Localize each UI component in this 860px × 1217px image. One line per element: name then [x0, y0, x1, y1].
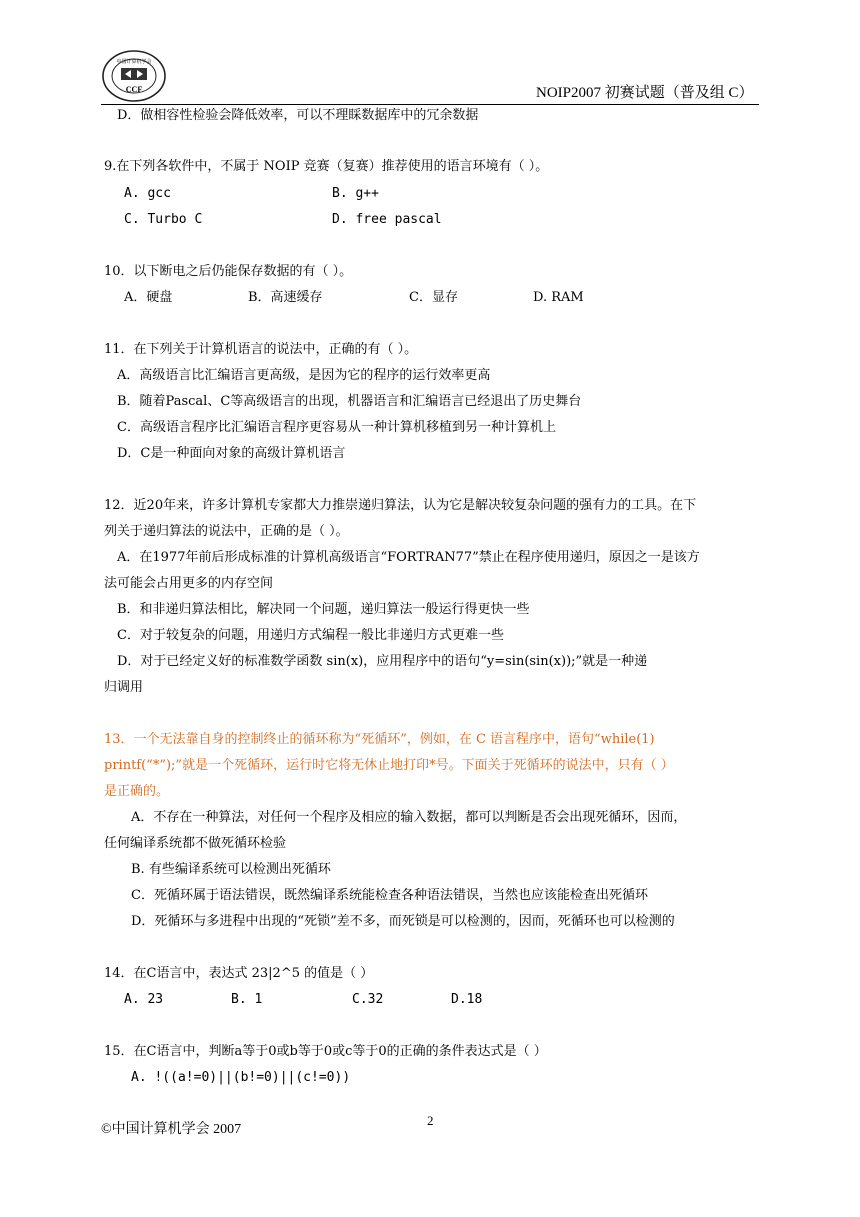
- text-line: D．死循环与多进程中出现的“死锁”差不多，而死锁是可以检测的，因而，死循环也可以检测的: [131, 914, 675, 929]
- text-line: D. free pascal: [332, 212, 442, 227]
- text-line: printf(“*”);”就是一个死循环，运行时它将无休止地打印*号。下面关于死循环的说法中，只有（ ）: [104, 758, 674, 773]
- text-line: 14．在C语言中，表达式 23|2^5 的值是（ ）: [104, 966, 374, 981]
- text-line: B．高速缓存: [248, 290, 323, 305]
- text-line: C.32: [352, 992, 384, 1007]
- text-line: 13．一个无法靠自身的控制终止的循环称为“死循环”，例如，在 C 语言程序中，语句“while(1): [104, 732, 655, 747]
- text-line: D．对于已经定义好的标准数学函数 sin(x)，应用程序中的语句“y=sin(sin(x));”就是一种递: [117, 654, 648, 669]
- text-line: A．硬盘: [124, 290, 173, 305]
- text-line: A．不存在一种算法，对任何一个程序及相应的输入数据，都可以判断是否会出现死循环，因而，: [131, 810, 687, 825]
- text-line: A. gcc: [124, 186, 171, 201]
- text-line: A. 23: [124, 992, 164, 1007]
- text-line: D.18: [451, 992, 483, 1007]
- text-line: 9.在下列各软件中，不属于 NOIP 竞赛（复赛）推荐使用的语言环境有（ ）。: [104, 159, 549, 174]
- text-line: 列关于递归算法的说法中，正确的是（ ）。: [104, 524, 349, 539]
- page-header-title: NOIP2007 初赛试题（普及组 C）: [536, 85, 754, 101]
- text-line: A．高级语言比汇编语言更高级，是因为它的程序的运行效率更高: [117, 368, 491, 383]
- text-line: A. !((a!=0)||(b!=0)||(c!=0)): [131, 1070, 351, 1085]
- text-line: C．对于较复杂的问题，用递归方式编程一般比非递归方式更难一些: [117, 628, 504, 643]
- text-line: B．随着Pascal、C等高级语言的出现，机器语言和汇编语言已经退出了历史舞台: [117, 394, 582, 409]
- page-number: 2: [427, 1113, 434, 1128]
- text-line: 任何编译系统都不做死循环检验: [104, 836, 287, 851]
- text-line: B．和非递归算法相比，解决同一个问题，递归算法一般运行得更快一些: [117, 602, 530, 617]
- text-line: 是正确的。: [104, 784, 170, 799]
- logo-letters: CCF: [125, 85, 143, 94]
- text-line: C．显存: [409, 290, 458, 305]
- text-line: C．高级语言程序比汇编语言程序更容易从一种计算机移植到另一种计算机上: [117, 420, 556, 435]
- header-rule: [101, 104, 759, 105]
- text-line: B. g++: [332, 186, 379, 201]
- text-line: D. RAM: [533, 290, 584, 305]
- text-line: C．死循环属于语法错误，既然编译系统能检查各种语法错误，当然也应该能检查出死循环: [131, 888, 648, 903]
- text-line: A．在1977年前后形成标准的计算机高级语言“FORTRAN77”禁止在程序使用递归，原因之一是该方: [117, 550, 700, 565]
- text-line: D．C是一种面向对象的高级计算机语言: [117, 446, 346, 461]
- ccf-logo: [101, 48, 167, 104]
- text-line: C. Turbo C: [124, 212, 203, 227]
- text-line: 15．在C语言中，判断a等于0或b等于0或c等于0的正确的条件表达式是（ ）: [104, 1044, 547, 1059]
- text-line: B. 1: [231, 992, 263, 1007]
- text-line: D．做相容性检验会降低效率，可以不理睬数据库中的冗余数据: [117, 108, 479, 123]
- text-line: 11．在下列关于计算机语言的说法中，正确的有（ ）。: [104, 342, 418, 357]
- text-line: B. 有些编译系统可以检测出死循环: [131, 862, 331, 877]
- copyright-footer: ©中国计算机学会 2007: [101, 1122, 242, 1137]
- text-line: 12．近20年来，许多计算机专家都大力推崇递归算法，认为它是解决较复杂问题的强有力的工具。在下: [104, 498, 697, 513]
- text-line: 10．以下断电之后仍能保存数据的有（ ）。: [104, 264, 353, 279]
- text-line: 归调用: [104, 680, 144, 695]
- logo-text: 中国计算机学会: [116, 59, 152, 65]
- text-line: 法可能会占用更多的内存空间: [104, 576, 274, 591]
